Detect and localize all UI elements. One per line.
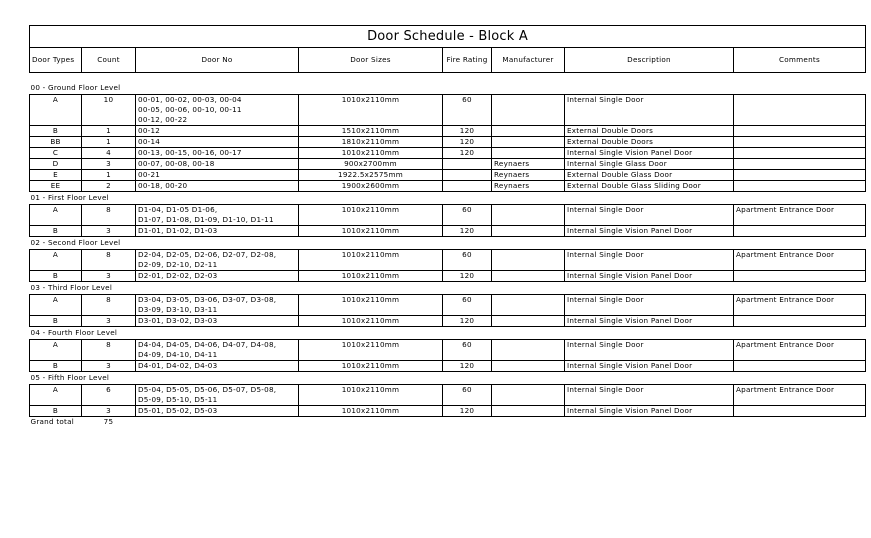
count-cell: 8	[82, 295, 136, 316]
manufacturer-cell	[492, 361, 565, 372]
fire-rating-cell: 60	[443, 295, 492, 316]
door-type-cell: B	[30, 406, 82, 417]
schedule-title: Door Schedule - Block A	[30, 26, 866, 48]
grand-total-count: 75	[103, 417, 114, 426]
column-header-fire-rating: Fire Rating	[443, 48, 492, 73]
count-cell: 8	[82, 250, 136, 271]
level-name: 00 - Ground Floor Level	[30, 83, 121, 92]
description-cell: External Double Glass Door	[565, 170, 734, 181]
door-no-cell: 00-18, 00-20	[136, 181, 299, 192]
door-no-cell: 00-07, 00-08, 00-18	[136, 159, 299, 170]
manufacturer-cell	[492, 385, 565, 406]
table-row	[30, 361, 866, 372]
door-size-cell: 1010x2110mm	[299, 250, 443, 271]
table-row	[30, 148, 866, 159]
manufacturer-cell	[492, 271, 565, 282]
table-row	[30, 295, 866, 316]
comments-cell	[734, 406, 866, 417]
door-size-cell: 1010x2110mm	[299, 340, 443, 361]
comments-cell	[734, 170, 866, 181]
description-cell: Internal Single Vision Panel Door	[565, 271, 734, 282]
description-cell: Internal Single Vision Panel Door	[565, 226, 734, 237]
count-cell: 4	[82, 148, 136, 159]
fire-rating-cell: 120	[443, 148, 492, 159]
fire-rating-cell: 120	[443, 226, 492, 237]
manufacturer-cell: Reynaers	[492, 170, 565, 181]
description-cell: Internal Single Vision Panel Door	[565, 361, 734, 372]
table-row	[30, 159, 866, 170]
manufacturer-cell	[492, 126, 565, 137]
schedule-body	[30, 73, 866, 428]
description-cell: Internal Single Glass Door	[565, 159, 734, 170]
door-type-cell: B	[30, 361, 82, 372]
door-size-cell: 1810x2110mm	[299, 137, 443, 148]
level-name: 05 - Fifth Floor Level	[30, 373, 110, 382]
door-no-cell: D1-01, D1-02, D1-03	[136, 226, 299, 237]
table-row	[30, 181, 866, 192]
fire-rating-cell: 60	[443, 250, 492, 271]
grand-total-filler	[136, 417, 866, 428]
comments-cell	[734, 159, 866, 170]
count-cell: 3	[82, 361, 136, 372]
door-size-cell: 1010x2110mm	[299, 385, 443, 406]
door-type-cell: B	[30, 271, 82, 282]
door-size-cell: 1010x2110mm	[299, 361, 443, 372]
fire-rating-cell: 60	[443, 385, 492, 406]
door-no-cell: 00-21	[136, 170, 299, 181]
door-no-cell: D3-01, D3-02, D3-03	[136, 316, 299, 327]
column-header-comments: Comments	[734, 48, 866, 73]
table-row	[30, 95, 866, 126]
count-cell: 8	[82, 340, 136, 361]
door-type-cell: B	[30, 226, 82, 237]
door-type-cell: A	[30, 95, 82, 126]
door-no-cell: D4-01, D4-02, D4-03	[136, 361, 299, 372]
column-header-door-types: Door Types	[30, 48, 82, 73]
door-size-cell: 1010x2110mm	[299, 406, 443, 417]
door-size-cell: 1900x2600mm	[299, 181, 443, 192]
column-header-description: Description	[565, 48, 734, 73]
description-cell: Internal Single Door	[565, 295, 734, 316]
door-no-cell: 00-13, 00-15, 00-16, 00-17	[136, 148, 299, 159]
manufacturer-cell	[492, 226, 565, 237]
manufacturer-cell	[492, 95, 565, 126]
manufacturer-cell	[492, 316, 565, 327]
manufacturer-cell: Reynaers	[492, 181, 565, 192]
fire-rating-cell: 60	[443, 95, 492, 126]
count-cell: 3	[82, 316, 136, 327]
description-cell: Internal Single Door	[565, 340, 734, 361]
description-cell: External Double Glass Sliding Door	[565, 181, 734, 192]
description-cell: Internal Single Door	[565, 95, 734, 126]
column-header-door-no: Door No	[136, 48, 299, 73]
manufacturer-cell	[492, 406, 565, 417]
comments-cell: Apartment Entrance Door	[734, 385, 866, 406]
table-row	[30, 406, 866, 417]
manufacturer-cell: Reynaers	[492, 159, 565, 170]
comments-cell: Apartment Entrance Door	[734, 295, 866, 316]
door-type-cell: EE	[30, 181, 82, 192]
door-type-cell: D	[30, 159, 82, 170]
column-header-manufacturer: Manufacturer	[492, 48, 565, 73]
door-size-cell: 1010x2110mm	[299, 295, 443, 316]
door-type-cell: A	[30, 205, 82, 226]
grand-total-label: Grand total	[30, 417, 75, 426]
count-cell: 3	[82, 159, 136, 170]
count-cell: 1	[82, 126, 136, 137]
table-row	[30, 226, 866, 237]
comments-cell	[734, 361, 866, 372]
comments-cell	[734, 148, 866, 159]
comments-cell	[734, 126, 866, 137]
door-type-cell: A	[30, 385, 82, 406]
fire-rating-cell: 60	[443, 205, 492, 226]
table-row	[30, 170, 866, 181]
door-type-cell: BB	[30, 137, 82, 148]
fire-rating-cell: 120	[443, 137, 492, 148]
door-type-cell: E	[30, 170, 82, 181]
comments-cell	[734, 137, 866, 148]
spacer-row	[30, 73, 866, 83]
description-cell: Internal Single Door	[565, 250, 734, 271]
manufacturer-cell	[492, 137, 565, 148]
door-no-cell: D3-04, D3-05, D3-06, D3-07, D3-08, D3-09, D3-10, D3-11	[136, 295, 299, 316]
fire-rating-cell	[443, 181, 492, 192]
description-cell: Internal Single Vision Panel Door	[565, 406, 734, 417]
description-cell: External Double Doors	[565, 126, 734, 137]
comments-cell	[734, 181, 866, 192]
door-size-cell: 1010x2110mm	[299, 271, 443, 282]
door-type-cell: A	[30, 250, 82, 271]
description-cell: Internal Single Door	[565, 205, 734, 226]
door-no-cell: D4-04, D4-05, D4-06, D4-07, D4-08, D4-09, D4-10, D4-11	[136, 340, 299, 361]
count-cell: 3	[82, 406, 136, 417]
count-cell: 6	[82, 385, 136, 406]
table-row	[30, 126, 866, 137]
description-cell: Internal Single Vision Panel Door	[565, 148, 734, 159]
fire-rating-cell: 120	[443, 406, 492, 417]
door-no-cell: 00-14	[136, 137, 299, 148]
manufacturer-cell	[492, 340, 565, 361]
column-header-door-sizes: Door Sizes	[299, 48, 443, 73]
door-no-cell: D5-01, D5-02, D5-03	[136, 406, 299, 417]
table-row	[30, 340, 866, 361]
level-name: 02 - Second Floor Level	[30, 238, 121, 247]
comments-cell	[734, 226, 866, 237]
door-no-cell: D2-04, D2-05, D2-06, D2-07, D2-08, D2-09, D2-10, D2-11	[136, 250, 299, 271]
comments-cell	[734, 316, 866, 327]
door-size-cell: 1010x2110mm	[299, 205, 443, 226]
fire-rating-cell: 60	[443, 340, 492, 361]
fire-rating-cell: 120	[443, 361, 492, 372]
door-size-cell: 900x2700mm	[299, 159, 443, 170]
count-cell: 1	[82, 137, 136, 148]
level-group-row	[30, 82, 866, 95]
door-size-cell: 1010x2110mm	[299, 95, 443, 126]
door-no-cell: D2-01, D2-02, D2-03	[136, 271, 299, 282]
door-type-cell: A	[30, 340, 82, 361]
table-row	[30, 385, 866, 406]
door-type-cell: B	[30, 316, 82, 327]
door-size-cell: 1010x2110mm	[299, 316, 443, 327]
description-cell: External Double Doors	[565, 137, 734, 148]
door-schedule-table	[29, 25, 866, 427]
count-cell: 10	[82, 95, 136, 126]
fire-rating-cell	[443, 170, 492, 181]
door-type-cell: C	[30, 148, 82, 159]
count-cell: 2	[82, 181, 136, 192]
table-row	[30, 250, 866, 271]
door-size-cell: 1010x2110mm	[299, 226, 443, 237]
door-type-cell: B	[30, 126, 82, 137]
door-size-cell: 1510x2110mm	[299, 126, 443, 137]
manufacturer-cell	[492, 148, 565, 159]
table-row	[30, 137, 866, 148]
level-name: 04 - Fourth Floor Level	[30, 328, 118, 337]
count-cell: 3	[82, 271, 136, 282]
comments-cell	[734, 271, 866, 282]
level-name: 03 - Third Floor Level	[30, 283, 113, 292]
fire-rating-cell	[443, 159, 492, 170]
table-row	[30, 271, 866, 282]
count-cell: 8	[82, 205, 136, 226]
spacer-cell	[30, 73, 866, 83]
level-group-row	[30, 237, 866, 250]
fire-rating-cell: 120	[443, 126, 492, 137]
table-row	[30, 205, 866, 226]
level-name: 01 - First Floor Level	[30, 193, 109, 202]
description-cell: Internal Single Door	[565, 385, 734, 406]
level-group-row	[30, 282, 866, 295]
fire-rating-cell: 120	[443, 316, 492, 327]
column-header-count: Count	[82, 48, 136, 73]
door-no-cell: D5-04, D5-05, D5-06, D5-07, D5-08, D5-09, D5-10, D5-11	[136, 385, 299, 406]
comments-cell: Apartment Entrance Door	[734, 340, 866, 361]
door-type-cell: A	[30, 295, 82, 316]
door-no-cell: 00-01, 00-02, 00-03, 00-04 00-05, 00-06, 00-10, 00-11 00-12, 00-22	[136, 95, 299, 126]
table-row	[30, 316, 866, 327]
level-group-row	[30, 192, 866, 205]
door-size-cell: 1922.5x2575mm	[299, 170, 443, 181]
manufacturer-cell	[492, 250, 565, 271]
comments-cell: Apartment Entrance Door	[734, 250, 866, 271]
level-group-row	[30, 372, 866, 385]
door-no-cell: D1-04, D1-05 D1-06, D1-07, D1-08, D1-09, D1-10, D1-11	[136, 205, 299, 226]
fire-rating-cell: 120	[443, 271, 492, 282]
level-group-row	[30, 327, 866, 340]
door-size-cell: 1010x2110mm	[299, 148, 443, 159]
count-cell: 3	[82, 226, 136, 237]
count-cell: 1	[82, 170, 136, 181]
manufacturer-cell	[492, 295, 565, 316]
grand-total-row	[30, 417, 866, 428]
door-no-cell: 00-12	[136, 126, 299, 137]
comments-cell	[734, 95, 866, 126]
comments-cell: Apartment Entrance Door	[734, 205, 866, 226]
description-cell: Internal Single Vision Panel Door	[565, 316, 734, 327]
manufacturer-cell	[492, 205, 565, 226]
